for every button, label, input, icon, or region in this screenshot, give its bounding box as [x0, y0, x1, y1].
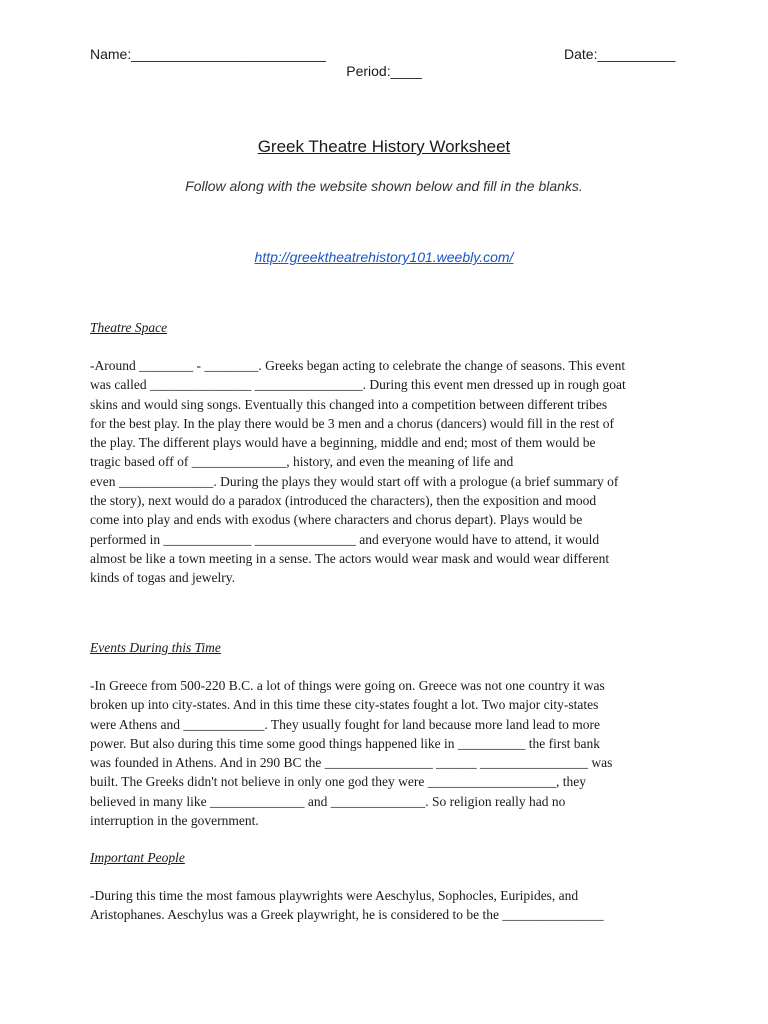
paragraph-line: tragic based off of ______________, history, and even the meaning of life and [90, 454, 514, 470]
paragraph-line: power. But also during this time some good things happened like in __________ the first bank [90, 735, 600, 751]
paragraph-line: -In Greece from 500-220 B.C. a lot of things were going on. Greece was not one country it was [90, 678, 605, 693]
section-heading-events: Events During this Time [90, 640, 221, 655]
paragraph-line: was called _______________ ________________. During this event men dressed up in rough goat [90, 377, 626, 393]
website-link[interactable]: http://greektheatrehistory101.weebly.com/ [254, 249, 514, 265]
page-subtitle: Follow along with the website shown below and fill in the blanks. [185, 178, 583, 194]
paragraph-line: come into play and ends with exodus (where characters and chorus depart). Plays would be [90, 512, 583, 528]
paragraph-line: Aristophanes. Aeschylus was a Greek playwright, he is considered to be the _______________ [90, 907, 604, 923]
paragraph-line: built. The Greeks didn't not believe in only one god they were ___________________, they [90, 774, 586, 790]
paragraph-line: the story), next would do a paradox (introduced the characters), then the exposition and mood [90, 493, 597, 509]
paragraph-line: were Athens and ____________. They usually fought for land because more land lead to more [90, 716, 600, 732]
section-heading-theatre-space: Theatre Space [90, 320, 168, 335]
period-field: Period:____ [346, 63, 422, 79]
paragraph-line: performed in _____________ _______________ and everyone would have to attend, it would [90, 531, 600, 547]
page-title: Greek Theatre History Worksheet [257, 137, 511, 156]
name-field: Name:_________________________ [90, 46, 326, 62]
paragraph-line: believed in many like ______________ and ______________. So religion really had no [90, 793, 566, 809]
paragraph-line: even ______________. During the plays they would start off with a prologue (a brief summary of [90, 473, 619, 489]
section-paragraph-theatre-space [90, 356, 690, 588]
paragraph-line: -Around ________ - ________. Greeks began acting to celebrate the change of seasons. This event [90, 358, 626, 373]
paragraph-line: almost be like a town meeting in a sense. The actors would wear mask and would wear different [90, 550, 610, 566]
section-heading-important-people: Important People [90, 850, 185, 865]
date-field: Date:__________ [564, 46, 676, 62]
paragraph-line: for the best play. In the play there would be 3 men and a chorus (dancers) would fill in the rest of [90, 415, 614, 431]
paragraph-line: -During this time the most famous playwrights were Aeschylus, Sophocles, Euripides, and [90, 888, 579, 903]
paragraph-line: interruption in the government. [90, 813, 259, 829]
section-paragraph-events [90, 676, 690, 830]
paragraph-line: was founded in Athens. And in 290 BC the ________________ ______ ________________ was [90, 755, 613, 771]
paragraph-line: the play. The different plays would have a beginning, middle and end; most of them would be [90, 435, 596, 451]
paragraph-line: kinds of togas and jewelry. [90, 570, 235, 586]
section-paragraph-important-people [90, 886, 690, 925]
paragraph-line: skins and would sing songs. Eventually this changed into a competition between different tribes [90, 396, 608, 412]
paragraph-line: broken up into city-states. And in this time these city-states fought a lot. Two major city-states [90, 697, 599, 713]
